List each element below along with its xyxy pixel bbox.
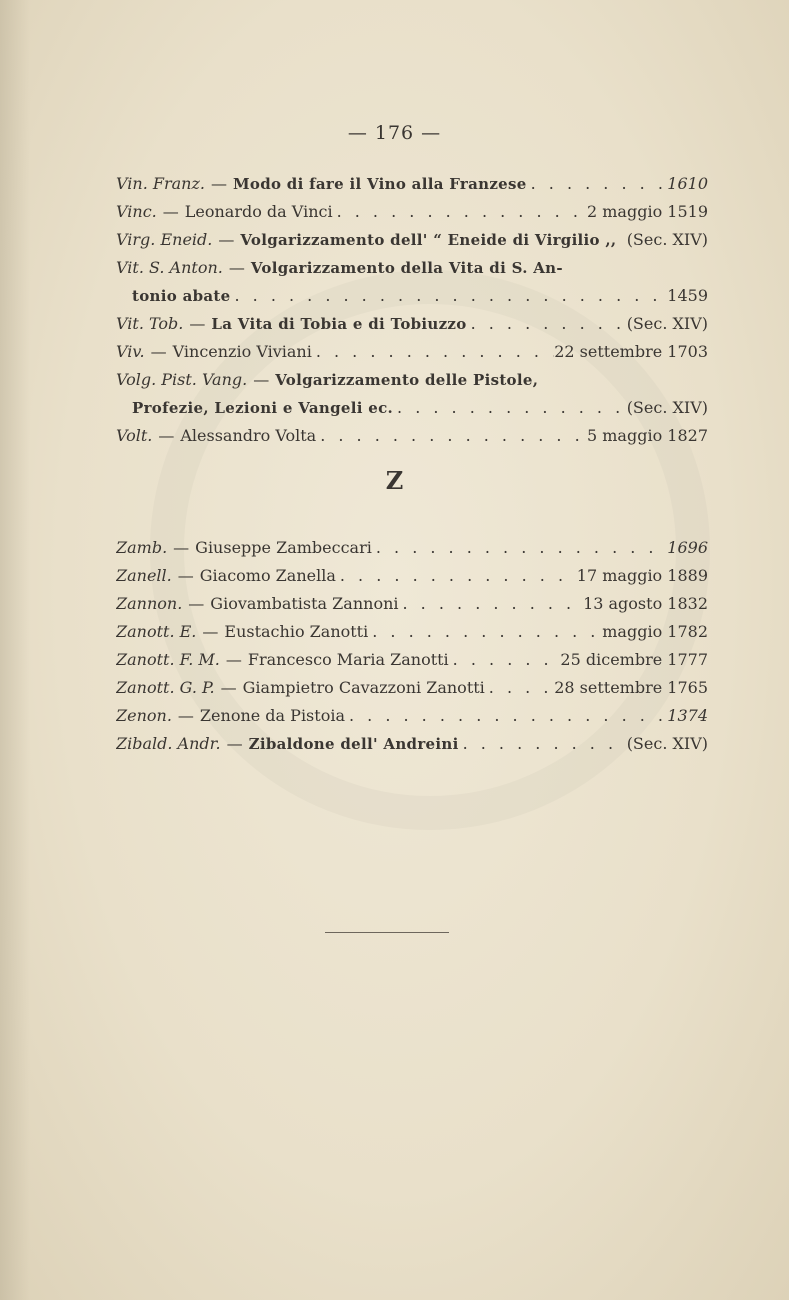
entry-date: maggio 1782: [602, 622, 708, 641]
entry-dash: —: [228, 258, 245, 277]
entry-date: 28 settembre 1765: [554, 678, 708, 697]
entry-dash: —: [150, 342, 167, 361]
index-entry: [116, 646, 708, 674]
entry-title: Giovambatista Zannoni: [210, 594, 399, 613]
entry-title: Giacomo Zanella: [199, 566, 336, 585]
page-edge-shadow: [0, 0, 30, 1300]
entry-abbreviation: Volt.: [116, 426, 153, 445]
dot-leader: [345, 702, 667, 730]
entry-abbreviation: Zannon.: [116, 594, 183, 613]
index-entry: [116, 618, 708, 646]
entry-dash: —: [218, 230, 235, 249]
entry-title: Leonardo da Vinci: [184, 202, 333, 221]
entry-title: Modo di fare il Vino alla Franzese: [232, 175, 527, 193]
dot-leader: [485, 674, 554, 702]
entry-date: 1696: [667, 538, 708, 557]
entry-date: (Sec. XIV): [626, 230, 708, 249]
index-entry: [116, 226, 708, 254]
index-entry: [116, 394, 708, 422]
entry-date: 25 dicembre 1777: [560, 650, 708, 669]
entry-date: (Sec. XIV): [626, 314, 708, 333]
index-entry: [116, 534, 708, 562]
dot-leader: [230, 282, 667, 310]
entry-dash: —: [253, 370, 270, 389]
dot-leader: [393, 394, 627, 422]
entry-title: Volgarizzamento dell' “ Eneide di Virgilio ,,: [240, 231, 617, 249]
dot-leader: [333, 198, 587, 226]
entry-abbreviation: Viv.: [116, 342, 145, 361]
index-entry: [116, 170, 708, 198]
entry-date: 13 agosto 1832: [583, 594, 708, 613]
entry-title: Francesco Maria Zanotti: [247, 650, 449, 669]
dot-leader: [527, 170, 668, 198]
entry-title: Giuseppe Zambeccari: [195, 538, 372, 557]
entry-abbreviation: Zanell.: [116, 566, 172, 585]
index-entry: [116, 366, 708, 394]
index-entry: [116, 254, 708, 282]
entries-v-list: [116, 170, 708, 450]
entry-date: 2 maggio 1519: [586, 202, 708, 221]
entry-date: 5 maggio 1827: [586, 426, 708, 445]
dot-leader: [336, 562, 577, 590]
dot-leader: [399, 590, 584, 618]
entry-abbreviation: Zanott. G. P.: [116, 678, 215, 697]
entry-abbreviation: Zamb.: [116, 538, 168, 557]
index-entry: [116, 702, 708, 730]
entry-abbreviation: Vit. Tob.: [116, 314, 184, 333]
entry-dash: —: [173, 538, 190, 557]
index-entry: [116, 310, 708, 338]
entry-title: Eustachio Zanotti: [224, 622, 369, 641]
index-entry: [116, 198, 708, 226]
entry-title: Zenone da Pistoia: [199, 706, 345, 725]
entry-abbreviation: Zibald. Andr.: [116, 734, 221, 753]
entry-dash: —: [226, 734, 243, 753]
entry-date: 22 settembre 1703: [554, 342, 708, 361]
entry-date: 1374: [667, 706, 708, 725]
entry-dash: —: [158, 426, 175, 445]
entry-dash: —: [220, 678, 237, 697]
entry-abbreviation: Zanott. F. M.: [116, 650, 220, 669]
entry-title: Alessandro Volta: [180, 426, 317, 445]
entry-abbreviation: Vinc.: [116, 202, 157, 221]
dot-leader: [449, 646, 561, 674]
entry-title: Volgarizzamento della Vita di S. An-: [250, 259, 563, 277]
entry-dash: —: [189, 314, 206, 333]
entry-dash: —: [225, 650, 242, 669]
page-number: — 176 —: [347, 122, 442, 144]
index-entry: [116, 282, 708, 310]
entry-title: Giampietro Cavazzoni Zanotti: [242, 678, 485, 697]
index-entry: [116, 338, 708, 366]
dot-leader: [316, 422, 587, 450]
entry-dash: —: [177, 706, 194, 725]
index-entry: [116, 730, 708, 758]
entry-date: 1610: [667, 174, 708, 193]
index-entry: [116, 422, 708, 450]
section-letter: Z: [385, 466, 404, 495]
dot-leader: [459, 730, 627, 758]
entry-date: (Sec. XIV): [626, 398, 708, 417]
entry-abbreviation: Virg. Eneid.: [116, 230, 213, 249]
entry-title: tonio abate: [132, 287, 231, 305]
dot-leader: [372, 534, 667, 562]
index-entry: [116, 590, 708, 618]
entry-abbreviation: Vin. Franz.: [116, 174, 205, 193]
dot-leader: [467, 310, 627, 338]
entry-date: 17 maggio 1889: [576, 566, 708, 585]
entry-title: Vincenzio Viviani: [172, 342, 312, 361]
index-entry: [116, 562, 708, 590]
entry-abbreviation: Vit. S. Anton.: [116, 258, 223, 277]
dot-leader: [368, 618, 602, 646]
entries-z-list: [116, 534, 708, 758]
entry-dash: —: [202, 622, 219, 641]
entry-title: La Vita di Tobia e di Tobiuzzo: [211, 315, 467, 333]
closing-rule: [325, 932, 449, 933]
entry-abbreviation: Volg. Pist. Vang.: [116, 370, 248, 389]
entry-dash: —: [210, 174, 227, 193]
entry-dash: —: [162, 202, 179, 221]
index-entry: [116, 674, 708, 702]
entry-dash: —: [177, 566, 194, 585]
entry-title: Zibaldone dell' Andreini: [248, 735, 459, 753]
entry-abbreviation: Zanott. E.: [116, 622, 197, 641]
entry-dash: —: [188, 594, 205, 613]
entry-abbreviation: Zenon.: [116, 706, 172, 725]
entry-date: (Sec. XIV): [626, 734, 708, 753]
entry-date: 1459: [667, 286, 708, 305]
entry-title: Profezie, Lezioni e Vangeli ec.: [132, 399, 394, 417]
entry-title: Volgarizzamento delle Pistole,: [275, 371, 539, 389]
dot-leader: [312, 338, 554, 366]
